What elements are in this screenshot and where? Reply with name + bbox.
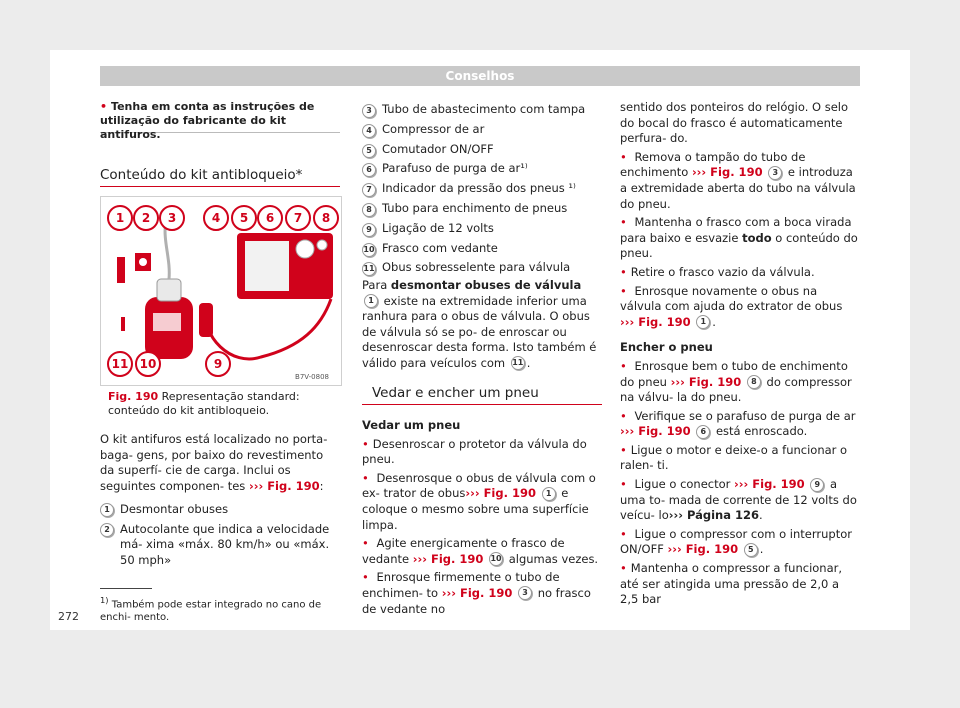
step (620, 443, 860, 474)
fig-ref[interactable]: ››› Fig. 190 (620, 314, 691, 329)
para-pre: Para (362, 278, 391, 292)
header-title: Conselhos (445, 69, 515, 83)
encher-heading: Encher o pneu (620, 340, 713, 355)
step-text: Ligue o compressor com o interruptor ON/OFF (620, 526, 852, 557)
inline-number: 5 (744, 543, 758, 557)
list-item (362, 140, 602, 160)
step-text: Enrosque novamente o obus na válvula com ajuda do extrator de obus (620, 283, 843, 314)
inline-number: 1 (542, 487, 556, 501)
list-item (362, 258, 602, 278)
callout-2: 2 (133, 205, 159, 231)
item-text: Tubo para enchimento de pneus (382, 200, 568, 215)
item-number: 11 (362, 262, 376, 276)
para-bold: desmontar obuses de válvula (390, 278, 582, 292)
inline-number: 3 (518, 586, 532, 600)
footnote (100, 594, 340, 624)
step-text: . (759, 542, 764, 557)
section-divider (100, 186, 340, 187)
page-header (100, 66, 860, 86)
step-text: Desenrosque o obus de válvula com o ex- trator de obus (362, 470, 596, 501)
item-text: Desmontar obuses (120, 502, 229, 516)
para-end: . (526, 355, 531, 370)
footnote-mark: 1) (100, 595, 109, 605)
step-text: algumas vezes. (505, 551, 599, 566)
list-item (362, 219, 602, 239)
item-number: 9 (362, 223, 376, 237)
list-item (100, 502, 340, 518)
step-text: Enrosque bem o tubo de enchimento do pneu (620, 358, 848, 389)
inline-number: 8 (747, 375, 761, 389)
step-text: a uma to- mada de corrente de 12 volts do veícu- lo (620, 477, 857, 523)
step-text: Ligue o motor e deixe-o a funcionar o ralen- ti. (620, 442, 848, 473)
step-text: Ligue o conector (634, 477, 735, 492)
item-text: Indicador da pressão dos pneus ¹⁾ (382, 181, 576, 196)
list-item (362, 159, 602, 179)
item-text: Parafuso de purga de ar¹⁾ (382, 161, 528, 176)
page-ref[interactable]: ››› Página 126 (668, 508, 759, 523)
item-text: Ligação de 12 volts (382, 220, 494, 235)
step-text: Mantenha o compressor a funcionar, até ser atingida uma pressão de 2,0 a 2,5 bar (620, 561, 843, 607)
step (620, 265, 860, 281)
item-number: 6 (362, 163, 376, 177)
step (620, 215, 860, 262)
list-item (362, 120, 602, 140)
callout-4: 4 (203, 205, 229, 231)
fig-ref[interactable]: ››› Fig. 190 (667, 542, 739, 557)
intro-ref[interactable]: ››› Fig. 190 (248, 478, 320, 493)
para-post: existe na extremidade inferior uma ranhura para o obus de válvula. O obus de válvula só se po- de enroscar ou desenroscar desta forma. Isto também é válido para veículos com (362, 293, 597, 370)
item-number: 1 (100, 503, 114, 517)
fig-ref[interactable]: ››› Fig. 190 (620, 424, 691, 439)
step-text: Mantenha o frasco com a boca virada para baixo e esvazie (620, 215, 852, 245)
note-box (100, 96, 340, 141)
vedar-step (362, 437, 602, 468)
note-text: • Tenha em conta as instruções de utilização do fabricante do kit antifuros. (100, 100, 340, 142)
step-text: o conteúdo do pneu. (620, 230, 858, 261)
intro-text: O kit antifuros está localizado no porta-baga- gens, por baixo do revestimento da superfí- cie de carga. Inclui os seguintes componen- tes (100, 432, 328, 493)
fig-ref[interactable]: ››› Fig. 190 (441, 585, 513, 600)
section-divider (362, 404, 602, 405)
valve-remover (117, 257, 125, 283)
callout-9: 9 (205, 351, 231, 377)
item-number: 3 (362, 104, 376, 118)
figure-caption (108, 390, 338, 418)
vedar-step (362, 570, 602, 617)
step-text: no frasco de vedante no (362, 585, 591, 616)
step-text: Desenroscar o protetor da válvula do pneu. (362, 436, 587, 467)
step-text: Remova o tampão do tubo de enchimento (620, 149, 806, 180)
vedar-heading: Vedar um pneu (362, 418, 461, 432)
figure-code: B7V-0808 (295, 373, 329, 381)
callout-6: 6 (257, 205, 283, 231)
item-number: 10 (362, 243, 376, 257)
section-title-kit: Conteúdo do kit antibloqueio* (100, 167, 303, 183)
callout-11: 11 (107, 351, 133, 377)
step-text: está enroscado. (712, 424, 808, 439)
item-number: 8 (362, 203, 376, 217)
callout-5: 5 (231, 205, 257, 231)
step-text: . (712, 314, 716, 329)
para-obus (362, 278, 602, 372)
intro-tail: : (319, 478, 324, 493)
item-text: Obus sobresselente para válvula (382, 260, 571, 275)
callout-1: 1 (107, 205, 133, 231)
item-text: Frasco com vedante (382, 240, 498, 255)
callout-8: 8 (313, 205, 339, 231)
power-cable (205, 299, 331, 359)
step-text: Enrosque firmemente o tubo de enchimen- to (362, 570, 560, 600)
vedar-step (362, 471, 602, 533)
step-text: e introduza a extremidade aberta do tubo na válvula do pneu. (620, 165, 856, 211)
item-text: Comutador ON/OFF (382, 141, 494, 156)
column-3 (620, 100, 860, 608)
fig-ref[interactable]: ››› Fig. 190 (734, 477, 805, 492)
item-number: 7 (362, 183, 376, 197)
step (620, 527, 860, 558)
page-number: 272 (58, 610, 79, 623)
list-item (362, 100, 602, 120)
step-text: e coloque o mesmo sobre uma superfície limpa. (362, 486, 589, 532)
fig-ref[interactable]: ››› Fig. 190 (670, 374, 742, 389)
items-list-b (362, 100, 602, 278)
fig-ref[interactable]: ››› Fig. 190 (691, 165, 763, 180)
caption-label: Fig. 190 (108, 390, 159, 403)
items-list-a (100, 502, 340, 572)
inline-number: 3 (768, 166, 782, 180)
item-text: Tubo de abastecimento com tampa (382, 102, 586, 116)
inline-number: 6 (696, 425, 710, 439)
spare-valve-core (121, 317, 125, 331)
footnote-divider (100, 588, 152, 589)
kit-figure (100, 196, 342, 386)
vedar-step (362, 536, 602, 567)
item-number: 2 (100, 523, 114, 537)
callout-7: 7 (285, 205, 311, 231)
fig-ref[interactable]: ››› Fig. 190 (465, 486, 536, 501)
step-text: Agite energicamente o frasco de vedante (362, 536, 565, 566)
step (620, 284, 860, 331)
12v-plug (199, 303, 213, 337)
fig-ref[interactable]: ››› Fig. 190 (412, 551, 484, 566)
item-text: Autocolante que indica a velocidade má- xima «máx. 80 km/h» ou «máx. 50 mph» (120, 521, 330, 567)
inline-number: 1 (364, 294, 378, 308)
step (620, 561, 860, 608)
list-item (362, 199, 602, 219)
inline-number: 11 (511, 356, 525, 370)
intro-paragraph (100, 432, 340, 494)
continued-text: sentido dos ponteiros do relógio. O selo do bocal do frasco é automaticamente perfura- do. (620, 100, 849, 146)
step (620, 359, 860, 406)
inline-number: 9 (810, 478, 824, 492)
item-number: 5 (362, 144, 376, 158)
item-number: 4 (362, 124, 376, 138)
footnote-text: Também pode estar integrado no cano de enchi- mento. (100, 599, 322, 624)
step-text: Verifique se o parafuso de purga de ar (634, 408, 856, 423)
inline-number: 1 (696, 315, 710, 329)
step-bold: todo (742, 230, 772, 245)
step (620, 477, 860, 524)
item-text: Compressor de ar (382, 121, 485, 136)
list-item (100, 522, 340, 569)
callout-10: 10 (135, 351, 161, 377)
inline-number: 10 (489, 552, 503, 566)
list-item (362, 239, 602, 259)
vedar-block (362, 418, 602, 617)
caption-text: Representação standard: conteúdo do kit antibloqueio. (108, 390, 300, 417)
step (620, 150, 860, 212)
step (620, 409, 860, 440)
list-item (362, 179, 602, 199)
step-text: . (758, 508, 763, 523)
section-title-vedar: Vedar e encher um pneu (372, 385, 539, 401)
step-text: do compressor na válvu- la do pneu. (620, 374, 852, 405)
step-text: Retire o frasco vazio da válvula. (630, 264, 815, 279)
callout-3: 3 (159, 205, 185, 231)
